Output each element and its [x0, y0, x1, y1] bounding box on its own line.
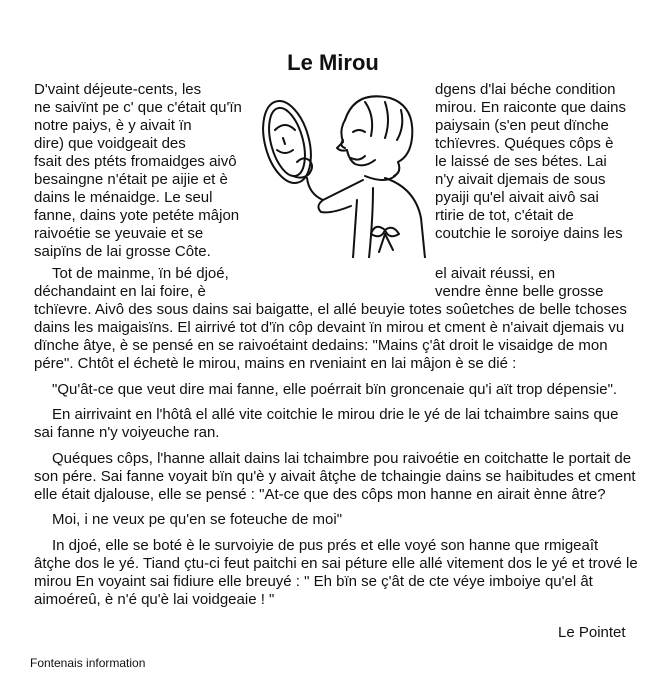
footer-text: Fontenais information — [30, 656, 146, 670]
text-line: En airrivaint en l'hôtâ el allé vite coitchie le mirou drie le yé de lai tchaimbre sains que — [52, 406, 619, 423]
text-line: elle était djalouse, elle se pensé : "At-ce que des côps mon hanne en airait ènne âtre? — [34, 486, 606, 503]
text-line: dains le ménaidge. Le seul — [34, 189, 213, 206]
text-line: Tot de mainme, ïn bé djoé, — [52, 265, 229, 282]
author-signature: Le Pointet — [558, 624, 626, 641]
quote-line: "Qu'ât-ce que veut dire mai fanne, elle poérrait bïn groncenaie qu'i aït trop dépensie". — [52, 381, 618, 398]
text-line: âtçhe dos le yé. Tiand çtu-ci feut paitchi en sai péture elle allé vitement dos le yé et trové le — [34, 555, 638, 572]
text-line: son pére. Sai fanne voyait bïn qu'è y aivait âtçhe de tchaingie dains se haibitudes et cment — [34, 468, 636, 485]
text-line: saipïns de lai grosse Côte. — [34, 243, 211, 260]
text-line: fanne, dains yote petéte mâjon — [34, 207, 240, 224]
text-line: sai fanne n'y voiyeuche ran. — [34, 424, 220, 441]
text-line: mirou. En raiconte que dains — [435, 99, 626, 116]
text-line: coutchie le soroiye dains les — [435, 225, 623, 242]
text-line: mirou En voyaint sai fidiure elle breuyé : " Eh bïn se ç'ât de cte véye imboiye qu'el ât — [34, 573, 593, 590]
text-line: dgens d'lai béche condition — [435, 81, 616, 98]
text-line: dïnche âtye, è se pensé en se raivoétaint dedains: "Mains ç'ât droit le visaidge de mon — [34, 337, 608, 354]
text-line: le laissé de ses bétes. Lai — [435, 153, 607, 170]
text-line: Moi, i ne veux pe qu'en se foteuche de moi" — [52, 511, 343, 528]
text-line: Quéques côps, l'hanne allait dains lai tchaimbre pou raivoétie en coitchatte le portait de — [52, 450, 632, 467]
text-line: notre paiys, è y aivait ïn — [34, 117, 192, 134]
text-line: raivoétie se yeuvaie et se — [34, 225, 204, 242]
text-line: tchïevre. Aivô des sous dains sai baigatte, el allé beuyie totes soûetches de belle tchoses — [34, 301, 627, 318]
text-line: déchandaint en lai foire, è — [34, 283, 206, 300]
page-title: Le Mirou — [287, 50, 379, 75]
text-line: tchïevres. Quéques côps è — [435, 135, 614, 152]
text-line: vendre ènne belle grosse — [435, 283, 604, 300]
text-line: ne saivïnt pe c' que c'était qu'ïn — [34, 99, 242, 116]
text-line: fsait des ptéts fromaidges aivô — [34, 153, 237, 170]
text-line: n'y aivait djemais de sous — [435, 171, 606, 188]
text-line: aimoéreû, è n'é qu'è lai voidgeaie ! " — [34, 591, 275, 608]
text-line: paiysain (s'en peut dïnche — [435, 117, 609, 134]
text-line: pére". Chtôt el échetè le mirou, mains en rveniaint en lai mâjon è se dié : — [34, 355, 517, 372]
woman-mirror-illustration-icon — [245, 80, 430, 258]
text-line: In djoé, elle se boté è le survoiyie de pus prés et elle voyé son hanne que rmigeaît — [52, 537, 599, 554]
text-line: besaingne n'était pe aijie et è — [34, 171, 228, 188]
text-line: rtirie de tot, c'était de — [435, 207, 574, 224]
text-line: dains les maigaisïns. El airrivé tot d'ïn côp devaint ïn mirou et cment è n'aivait djemais vu — [34, 319, 625, 336]
text-line: D'vaint déjeute-cents, les — [34, 81, 202, 98]
text-line: el aivait réussi, en — [435, 265, 556, 282]
text-line: pyaiji qu'el aivait aivô sai — [435, 189, 599, 206]
text-line: dire) que voidgeait des — [34, 135, 186, 152]
